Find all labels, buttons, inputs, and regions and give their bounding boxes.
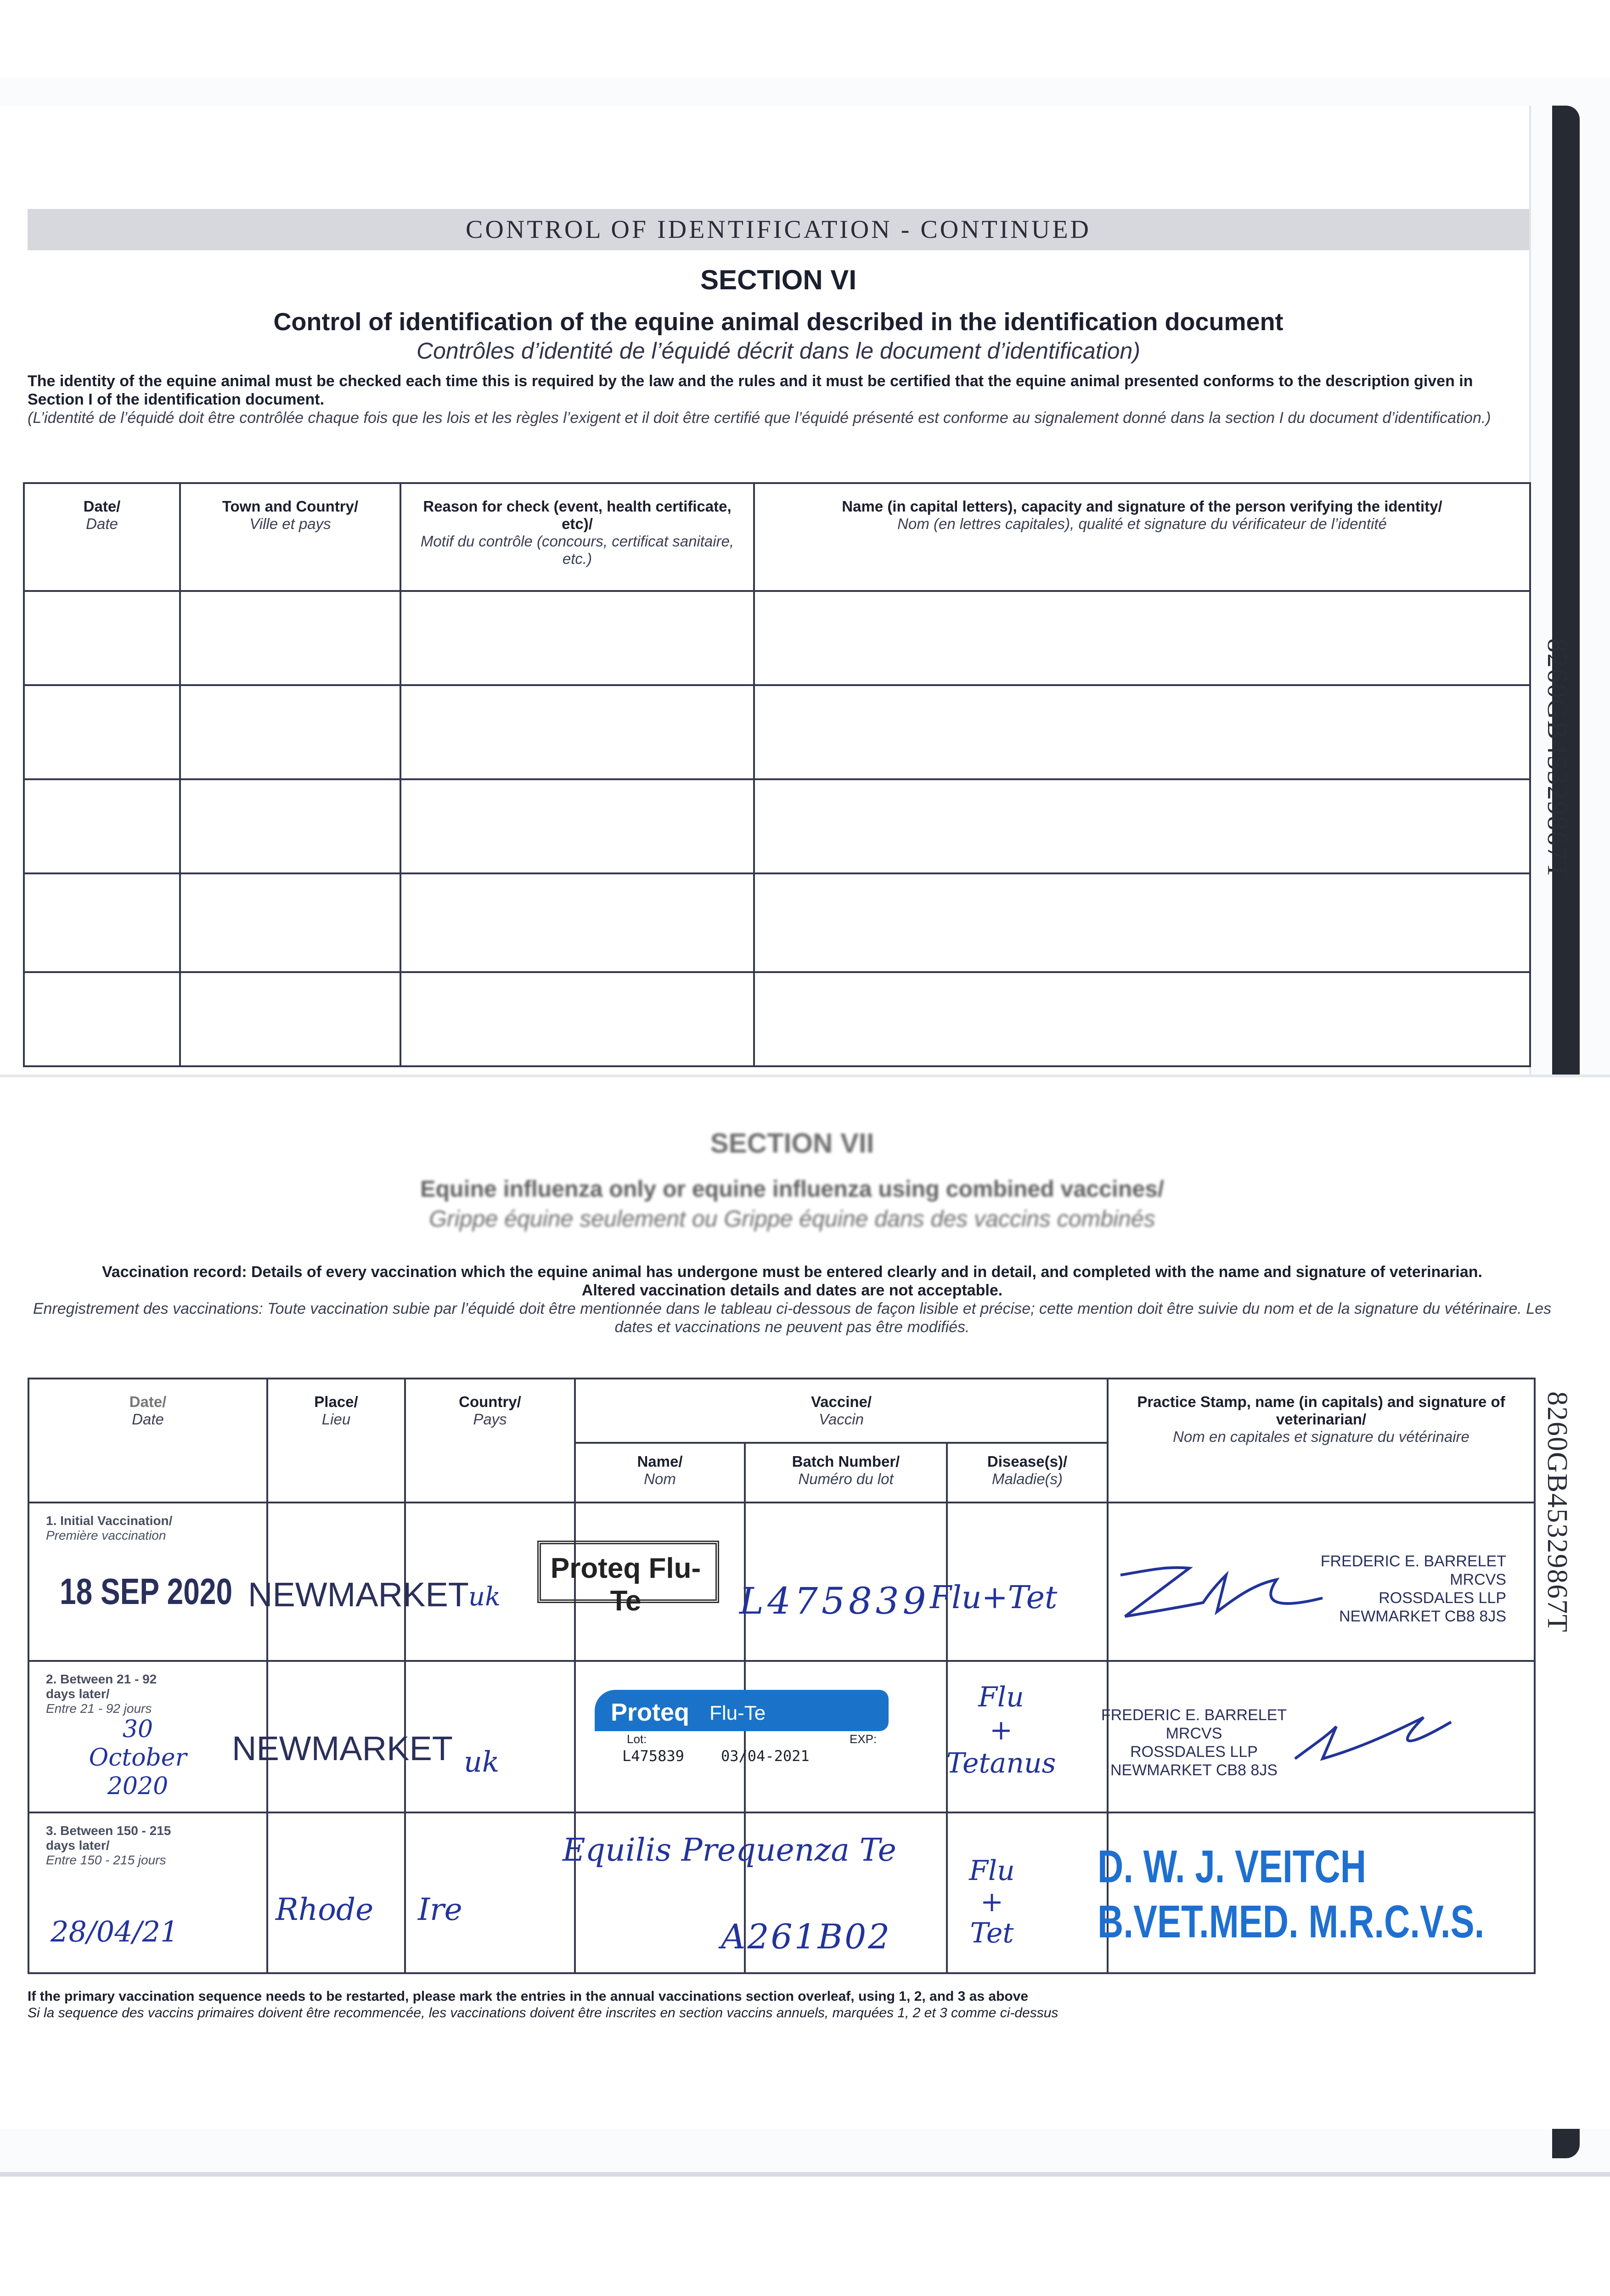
vaccination-row-1: 1. Initial Vaccination/ Première vaccination <box>28 1503 1535 1661</box>
table-row <box>24 972 1530 1066</box>
vaccination-2-disease: Flu + Tetanus <box>946 1681 1056 1779</box>
sticker-lot-number: L475839 <box>622 1747 684 1765</box>
vaccine-sticker <box>595 1690 889 1777</box>
section-banner-text: CONTROL OF IDENTIFICATION - CONTINUED <box>466 215 1091 244</box>
vaccination-2-place: NEWMARKET <box>232 1729 453 1767</box>
vaccination-1-vaccine: Proteq Flu-Te <box>550 1553 701 1617</box>
section-7-heading: SECTION VII <box>710 1128 874 1159</box>
vaccination-2-date: 30 October 2020 <box>89 1716 187 1800</box>
section-7-intro <box>28 1263 1557 1336</box>
section-7-title-fr: Grippe équine seulement ou Grippe équine dans des vaccins combinés <box>429 1206 1155 1232</box>
vaccination-1-disease: Flu+Tet <box>930 1580 1058 1616</box>
practice-stamp-1: FREDERIC E. BARRELET MRCVS ROSSDALES LLP NEWMARKET CB8 8JS <box>1320 1553 1506 1625</box>
column-header-town: Town and Country/ Ville et pays <box>180 483 400 591</box>
section-7-intro-en: Vaccination record: Details of every vaccination which the equine animal has undergone must be entered clearly and in detail, and completed with the name and signature of veterinarian. <box>102 1263 1482 1281</box>
sticker-brand: Proteq <box>611 1699 690 1726</box>
document-number-top: 8260GB45329867T <box>1542 638 1573 880</box>
column-header-date: Date/ Date <box>28 1379 267 1503</box>
vaccination-3-country: Ire <box>418 1892 462 1927</box>
section-7-title-en: Equine influenza only or equine influenza using combined vaccines/ <box>420 1176 1164 1202</box>
section-6-intro-en: The identity of the equine animal must be checked each time this is required by the law and the rules and it must be certified that the equine animal presented conforms to the description given in Section I of the identification document. <box>28 372 1473 408</box>
identity-check-table <box>23 482 1531 1067</box>
vaccination-row-2: 2. Between 21 - 92 days later/ Entre 21 - 92 jours <box>28 1661 1535 1812</box>
column-header-reason: Reason for check (event, health certificate, etc)/ Motif du contrôle (concours, certificat sanitaire, etc.) <box>400 483 754 591</box>
column-header-disease: Disease(s)/ Maladie(s) <box>947 1443 1108 1503</box>
vaccination-3-disease: Flu + Tet <box>969 1855 1015 1949</box>
section-7-footer <box>28 1988 1534 2021</box>
column-header-place: Place/ Lieu <box>267 1379 405 1503</box>
table-row <box>24 591 1530 685</box>
vaccination-3-date: 28/04/21 <box>51 1915 179 1948</box>
column-header-country: Country/ Pays <box>405 1379 575 1503</box>
sticker-expiry: 03/04-2021 <box>721 1747 810 1765</box>
vaccination-1-country: uk <box>468 1582 501 1612</box>
vaccination-row-3: 3. Between 150 - 215 days later/ Entre 150 - 215 jours <box>28 1812 1535 1973</box>
section-7-intro-fr: Enregistrement des vaccinations: Toute vaccination subie par l’équidé doit être mentionnée dans le tableau ci-dessous de façon lisible et précise; cette mention doit être suivie du nom et de la signature du vétérinaire. Les dates et vaccinations ne peuvent pas être modifiés. <box>33 1300 1552 1336</box>
section-6-heading: SECTION VI <box>700 264 857 295</box>
section-6-intro <box>28 372 1511 427</box>
column-header-vaccine-name: Name/ Nom <box>575 1443 745 1503</box>
practice-stamp-3: D. W. J. VEITCH B.VET.MED. M.R.C.V.S. <box>1098 1841 1485 1947</box>
footer-en: If the primary vaccination sequence needs to be restarted, please mark the entries in the annual vaccinations section overleaf, using 1, 2, and 3 as above <box>28 1989 1029 2004</box>
vaccination-1-place: NEWMARKET <box>248 1576 469 1614</box>
sticker-product: Flu-Te <box>709 1702 766 1724</box>
footer-fr: Si la sequence des vaccins primaires doivent être recommencée, les vaccinations doivent être inscrites en section vaccins annuels, marquées 1, 2 et 3 comme ci-dessus <box>28 2005 1058 2020</box>
document-number-bottom: 8260GB45329867T <box>1542 1391 1573 1633</box>
sticker-lot-label: Lot: <box>627 1732 647 1746</box>
table-row <box>24 873 1530 972</box>
section-6-intro-fr: (L’identité de l’équidé doit être contrôlée chaque fois que les lois et les règles l’exigent et il doit être certifié que l’équidé présenté est conforme au signalement donné dans la section I du document d’identification.) <box>28 409 1491 427</box>
vaccination-1-date: 18 SEP 2020 <box>60 1571 233 1612</box>
section-6-title-en: Control of identification of the equine animal described in the identification document <box>273 308 1283 336</box>
column-header-batch: Batch Number/ Numéro du lot <box>745 1443 947 1503</box>
table-row <box>24 685 1530 779</box>
column-header-practice: Practice Stamp, name (in capitals) and signature of veterinarian/ Nom en capitales et signature du vétérinaire <box>1108 1379 1535 1503</box>
column-header-verifier: Name (in capital letters), capacity and signature of the person verifying the identity/ Nom (en lettres capitales), qualité et signature du vérificateur de l’identité <box>754 483 1530 591</box>
vet-signature <box>1286 1704 1460 1773</box>
practice-stamp-2: FREDERIC E. BARRELET MRCVS ROSSDALES LLP NEWMARKET CB8 8JS <box>1101 1706 1287 1779</box>
section-7-intro-en-tail: Altered vaccination details and dates are not acceptable. <box>581 1282 1003 1299</box>
table-row <box>24 779 1530 873</box>
vaccination-3-place: Rhode <box>276 1892 374 1927</box>
section-6-title-fr: Contrôles d’identité de l’équidé décrit dans le document d’identification) <box>417 338 1140 364</box>
vaccination-2-country: uk <box>464 1745 500 1778</box>
vaccination-3-vaccine: Equilis Prequenza Te <box>563 1832 896 1868</box>
column-header-vaccine: Vaccine/ Vaccin <box>575 1379 1108 1443</box>
sticker-exp-label: EXP: <box>850 1732 877 1746</box>
vet-signature <box>1111 1557 1332 1630</box>
vaccination-1-batch: L475839 <box>739 1580 930 1622</box>
column-header-date: Date/ Date <box>24 483 180 591</box>
vaccination-3-batch: A261B02 <box>721 1917 892 1957</box>
